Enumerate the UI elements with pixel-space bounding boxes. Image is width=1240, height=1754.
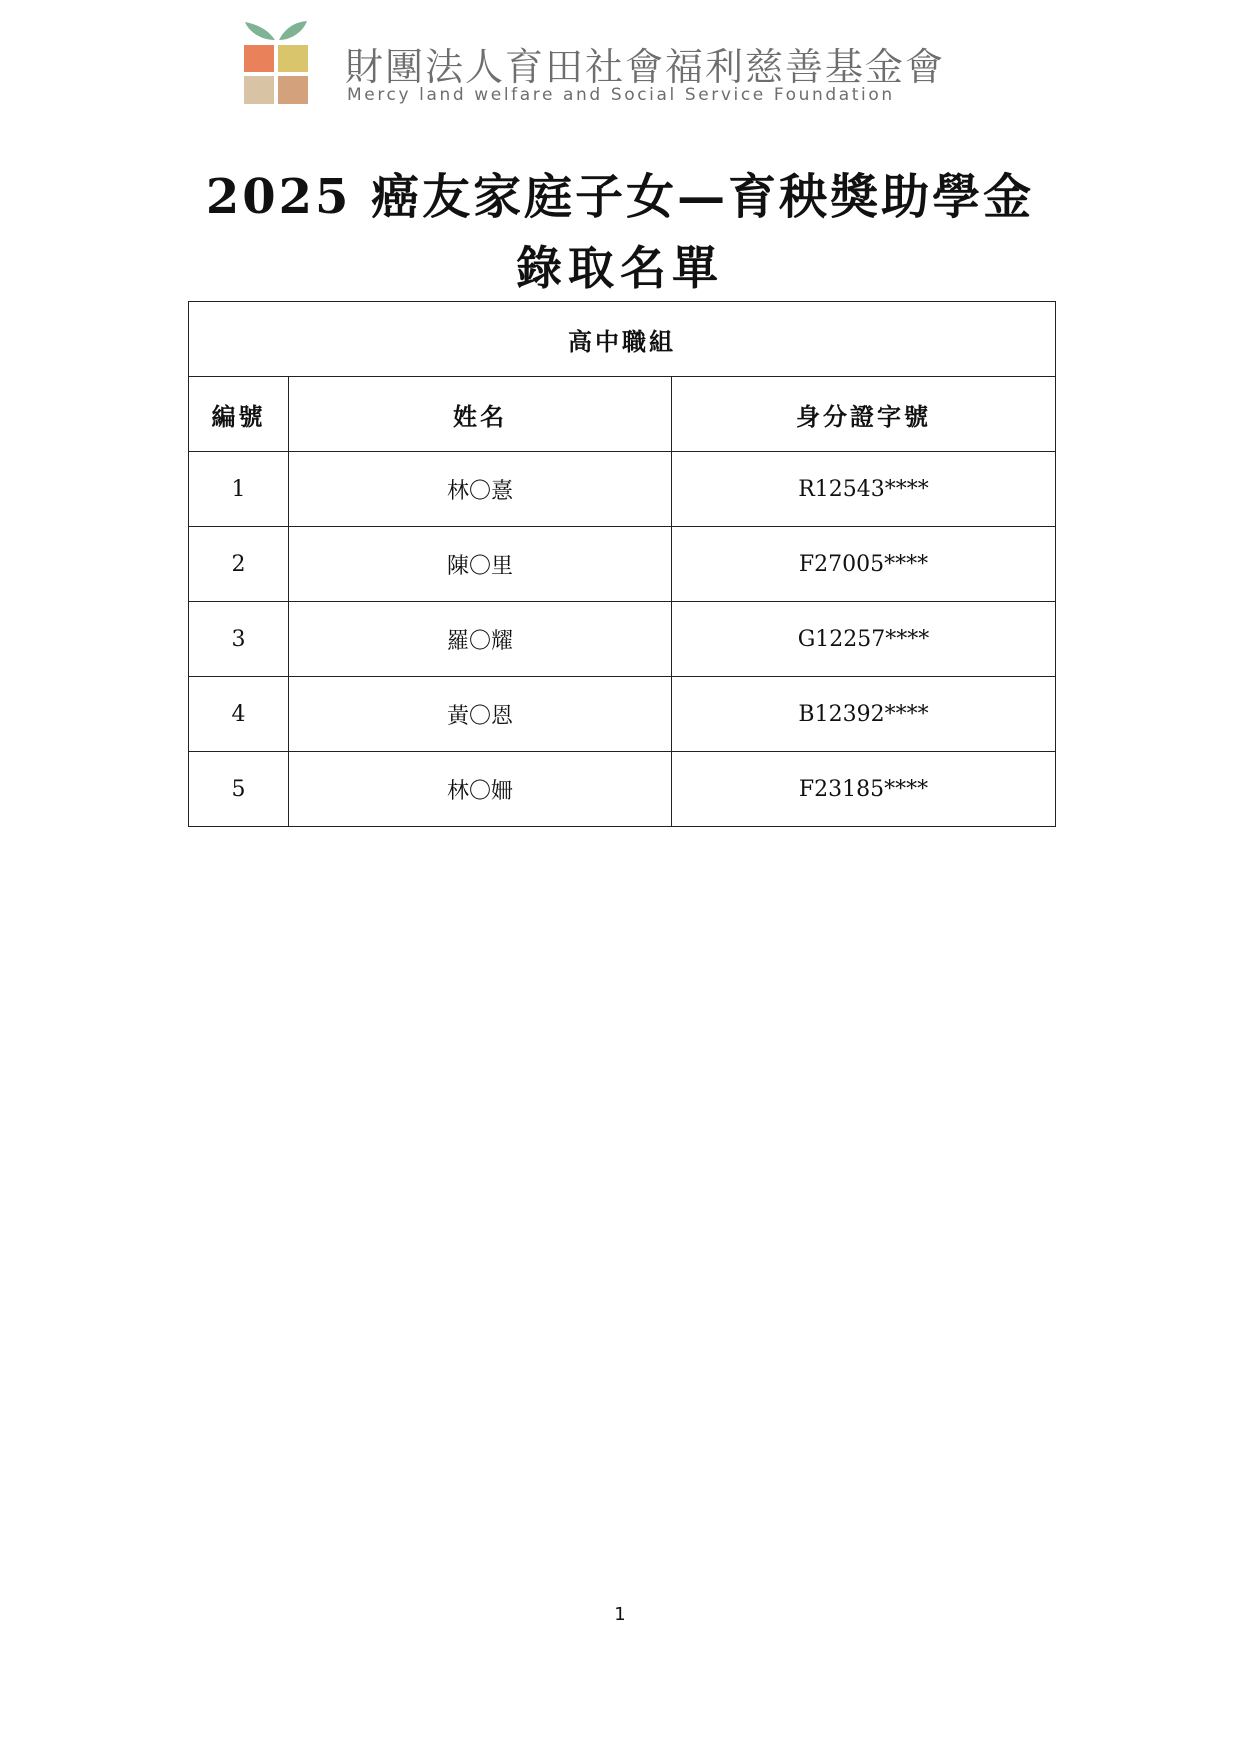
row-name: 陳〇里 — [289, 527, 672, 602]
row-id: R12543**** — [672, 452, 1056, 527]
row-number: 4 — [189, 677, 289, 752]
admission-table — [188, 301, 1056, 827]
org-name-en: Mercy land welfare and Social Service Foundation — [347, 85, 895, 105]
row-number: 1 — [189, 452, 289, 527]
row-id: B12392**** — [672, 677, 1056, 752]
table-row — [189, 677, 1056, 752]
table-row — [189, 452, 1056, 527]
foundation-logo — [243, 18, 309, 108]
row-number: 3 — [189, 602, 289, 677]
row-id: G12257**** — [672, 602, 1056, 677]
table-row — [189, 527, 1056, 602]
group-row — [189, 302, 1056, 377]
org-name-zh: 財團法人育田社會福利慈善基金會 — [345, 45, 946, 89]
row-id: F23185**** — [672, 752, 1056, 827]
row-number: 2 — [189, 527, 289, 602]
document-subtitle: 錄取名單 — [516, 241, 724, 295]
group-label: 高中職組 — [189, 302, 1056, 377]
letterhead — [243, 18, 1003, 108]
row-name: 黃〇恩 — [289, 677, 672, 752]
page-number: 1 — [614, 1604, 626, 1625]
header-row — [189, 377, 1056, 452]
column-header-name: 姓名 — [289, 377, 672, 452]
table-row — [189, 752, 1056, 827]
column-header-id: 身分證字號 — [672, 377, 1056, 452]
table-row — [189, 602, 1056, 677]
row-name: 羅〇耀 — [289, 602, 672, 677]
row-name: 林〇姍 — [289, 752, 672, 827]
row-name: 林〇憙 — [289, 452, 672, 527]
row-id: F27005**** — [672, 527, 1056, 602]
document-title: 2025 癌友家庭子女—育秧獎助學金 — [205, 169, 1035, 225]
column-header-number: 編號 — [189, 377, 289, 452]
row-number: 5 — [189, 752, 289, 827]
